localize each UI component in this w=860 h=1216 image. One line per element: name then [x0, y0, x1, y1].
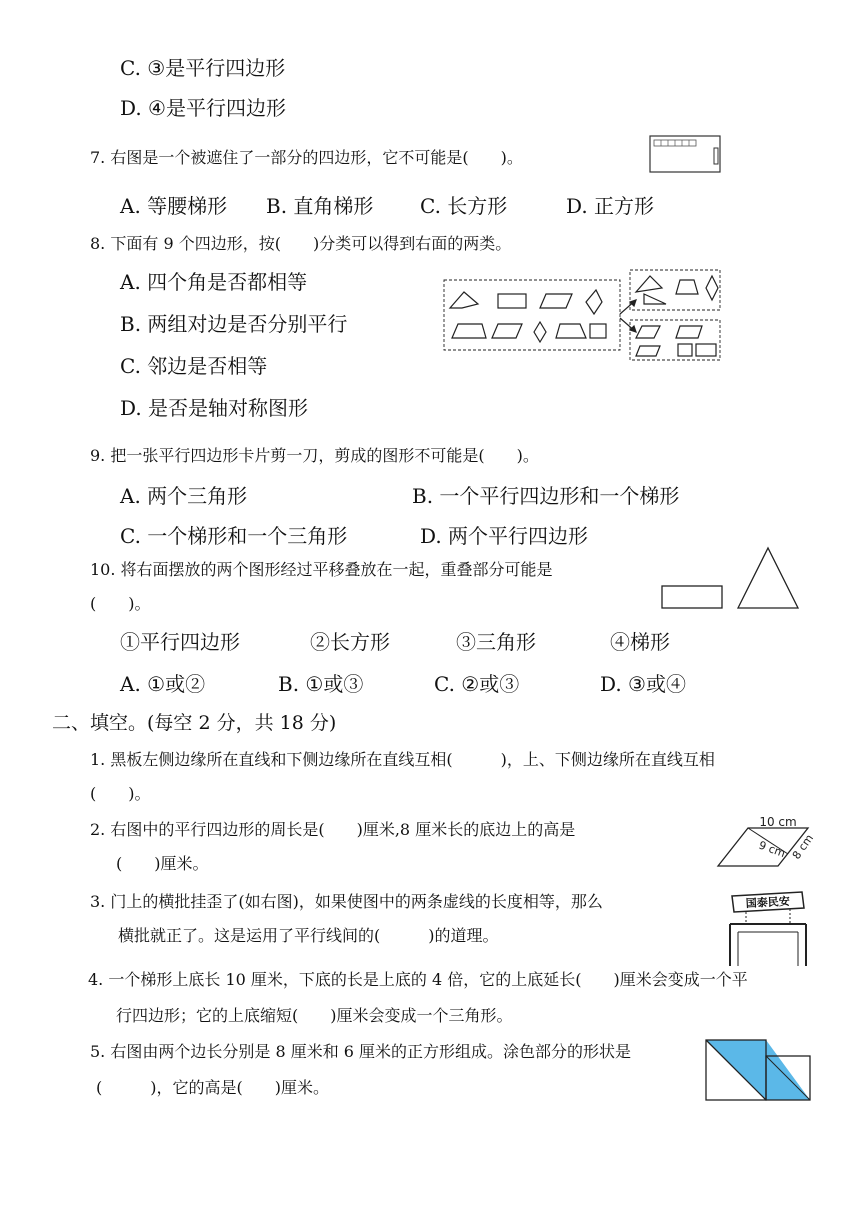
q10-option-d: D. ③或④ — [600, 672, 686, 696]
q8-option-b: B. 两组对边是否分别平行 — [120, 312, 348, 336]
q2-height-label: 9 cm — [756, 838, 788, 861]
q10-choice-3: ③三角形 — [456, 630, 536, 654]
banner-text: 国泰民安 — [745, 894, 791, 911]
s2-q5-two-squares-shaded-figure — [704, 1038, 814, 1104]
s2-q2-line2: ( )厘米。 — [116, 854, 209, 873]
q7-option-b: B. 直角梯形 — [266, 194, 374, 218]
s2-q4-line2: 行四边形；它的上底缩短( )厘米会变成一个三角形。 — [116, 1006, 513, 1025]
shaded-region — [706, 1040, 810, 1100]
q7-covered-quadrilateral-figure — [648, 134, 724, 176]
q8-quadrilateral-classification-figure — [440, 266, 724, 362]
s2-q3-door-banner-figure — [726, 888, 810, 968]
q8-option-c: C. 邻边是否相等 — [120, 354, 268, 378]
q9-option-a: A. 两个三角形 — [120, 484, 248, 508]
s2-q3-line1: 3. 门上的横批挂歪了(如右图)，如果使图中的两条虚线的长度相等，那么 — [90, 892, 603, 911]
q9-stem: 9. 把一张平行四边形卡片剪一刀，剪成的图形不可能是( )。 — [90, 446, 539, 465]
q6-option-c: C. ③是平行四边形 — [120, 56, 286, 80]
q7-option-d: D. 正方形 — [566, 194, 655, 218]
s2-q2-parallelogram-figure — [716, 815, 817, 872]
q8-option-d: D. 是否是轴对称图形 — [120, 396, 309, 420]
q10-option-c: C. ②或③ — [434, 672, 520, 696]
q8-option-a: A. 四个角是否都相等 — [120, 270, 308, 294]
q9-option-b: B. 一个平行四边形和一个梯形 — [412, 484, 680, 508]
s2-q1-line1: 1. 黑板左侧边缘所在直线和下侧边缘所在直线互相( )，上、下侧边缘所在直线互相 — [90, 750, 715, 769]
q10-stem-line1: 10. 将右面摆放的两个图形经过平移叠放在一起，重叠部分可能是 — [90, 560, 553, 579]
s2-q5-line2: ( )，它的高是( )厘米。 — [96, 1078, 329, 1097]
q10-option-b: B. ①或③ — [278, 672, 364, 696]
q9-option-d: D. 两个平行四边形 — [420, 524, 589, 548]
q10-choice-2: ②长方形 — [310, 630, 390, 654]
q7-option-a: A. 等腰梯形 — [120, 194, 228, 218]
s2-q3-line2: 横批就正了。这是运用了平行线间的( )的道理。 — [118, 926, 499, 945]
q7-stem: 7. 右图是一个被遮住了一部分的四边形，它不可能是( )。 — [90, 148, 523, 167]
q10-stem-line2: ( )。 — [90, 594, 151, 613]
q10-option-a: A. ①或② — [120, 672, 206, 696]
q2-top-label: 10 cm — [759, 815, 797, 829]
q10-choice-1: ①平行四边形 — [120, 630, 240, 654]
s2-q5-line1: 5. 右图由两个边长分别是 8 厘米和 6 厘米的正方形组成。涂色部分的形状是 — [90, 1042, 632, 1061]
q10-rectangle-and-triangle-figure — [660, 544, 802, 614]
q2-side-label: 8 cm — [789, 831, 817, 862]
q7-option-c: C. 长方形 — [420, 194, 508, 218]
s2-q2-line1: 2. 右图中的平行四边形的周长是( )厘米,8 厘米长的底边上的高是 — [90, 820, 576, 839]
q6-option-d: D. ④是平行四边形 — [120, 96, 286, 120]
section-2-title: 二、填空。(每空 2 分，共 18 分) — [52, 712, 337, 734]
q8-stem: 8. 下面有 9 个四边形，按( )分类可以得到右面的两类。 — [90, 234, 512, 253]
q9-option-c: C. 一个梯形和一个三角形 — [120, 524, 348, 548]
q10-choice-4: ④梯形 — [610, 630, 670, 654]
s2-q4-line1: 4. 一个梯形上底长 10 厘米，下底的长是上底的 4 倍，它的上底延长( )厘米会变成一个平 — [88, 970, 748, 989]
s2-q1-line2: ( )。 — [90, 784, 151, 803]
